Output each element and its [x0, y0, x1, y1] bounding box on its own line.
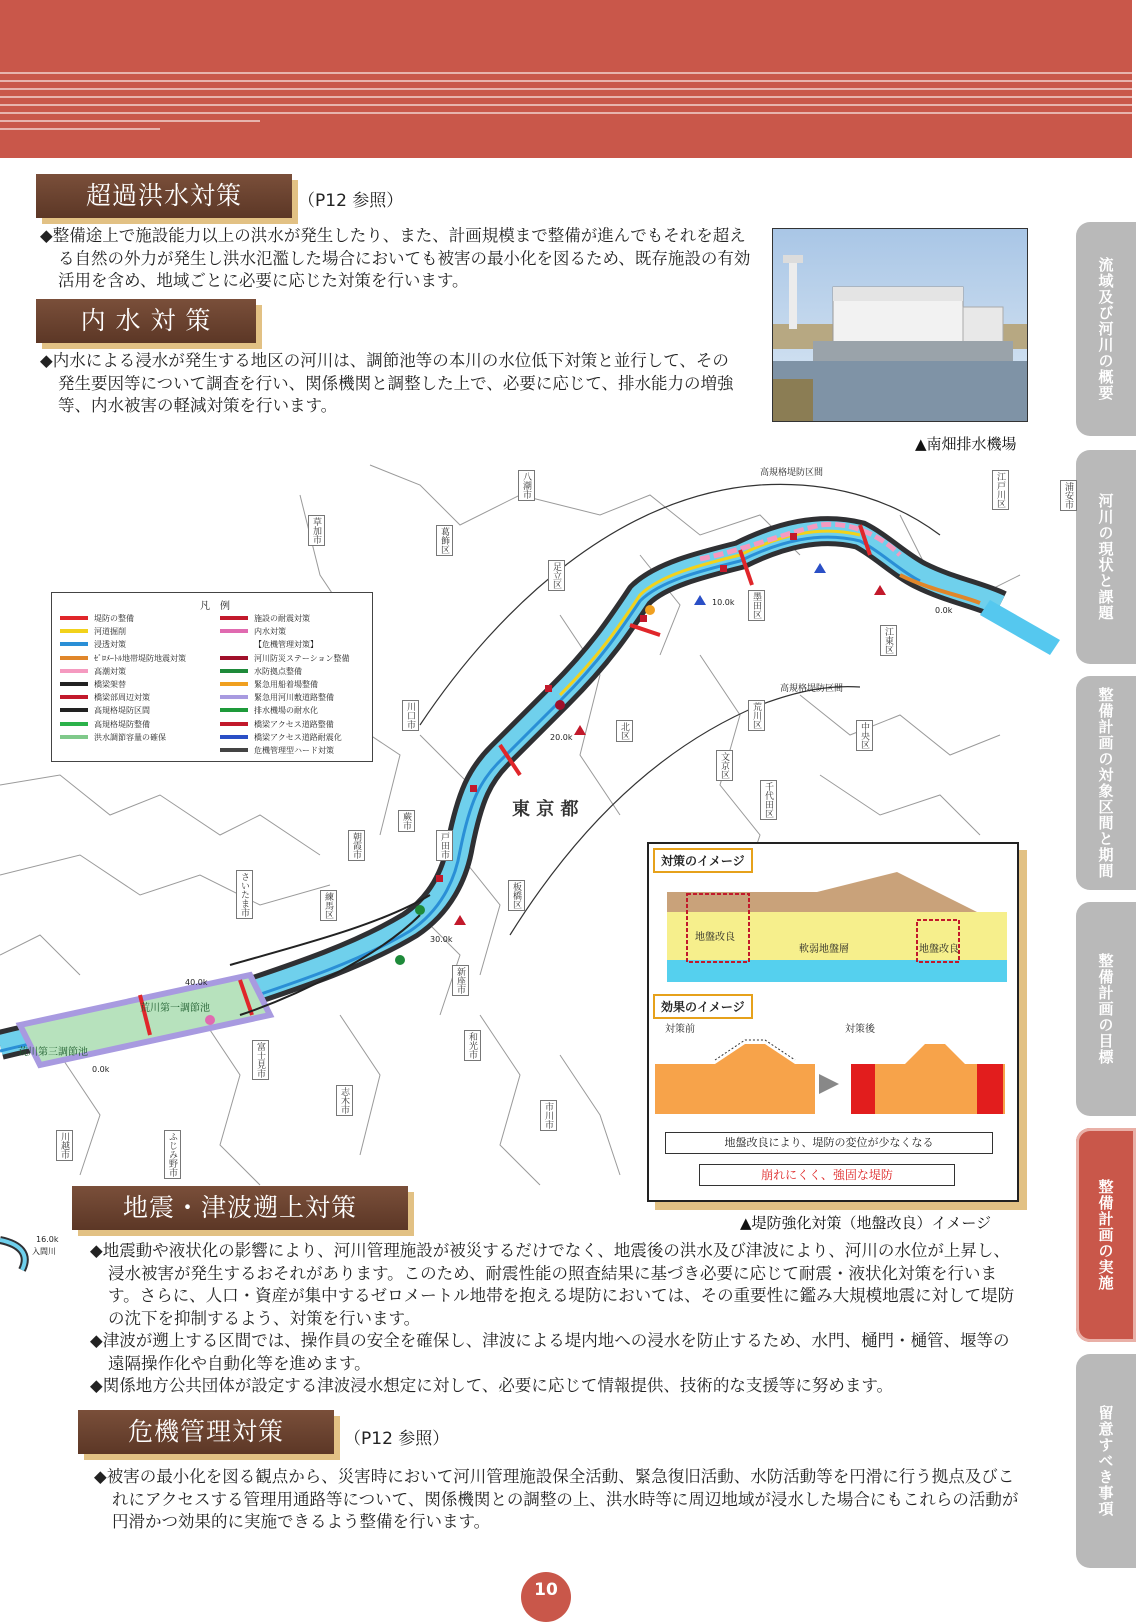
map-ward-label: 市川市 [540, 1100, 557, 1131]
legend-item: 河道掘削 [94, 627, 126, 637]
map-km-0b: 0.0k [92, 1065, 110, 1074]
legend-swatch [60, 629, 88, 633]
legend-item: 排水機場の耐水化 [254, 706, 318, 716]
inset-note2: 崩れにくく、強固な堤防 [699, 1164, 955, 1186]
legend-swatch [220, 682, 248, 686]
map-label-iruma [0, 1230, 70, 1293]
section-title-jishin: 地震・津波遡上対策 [72, 1186, 408, 1230]
section-title-naisui: 内 水 対 策 [36, 299, 256, 343]
inset-after: 対策後 [845, 1024, 875, 1035]
map-km-20: 20.0k [550, 733, 573, 742]
legend-item: 橋梁部周辺対策 [94, 693, 150, 703]
legend-item: 河川防災ステーション整備 [254, 653, 350, 663]
legend-swatch [220, 616, 248, 620]
legend-item: 高規格堤防整備 [94, 719, 150, 729]
map-km-0: 0.0k [935, 606, 953, 615]
legend-swatch [60, 695, 88, 699]
map-label-tokyo: 東 京 都 [512, 799, 579, 820]
legend-swatch [60, 616, 88, 620]
map-ward-label: 富士見市 [252, 1040, 269, 1080]
map-ward-label: 蕨市 [398, 810, 415, 832]
legend-swatch [60, 642, 88, 646]
svg-text:入間川: 入間川 [32, 1247, 56, 1256]
legend-swatch [60, 722, 88, 726]
legend-item: 高潮対策 [94, 666, 126, 676]
legend-item: 堤防の整備 [94, 614, 134, 623]
legend-swatch [220, 735, 248, 739]
map-ward-label: 八潮市 [518, 470, 535, 501]
legend-swatch [60, 669, 88, 673]
legend-swatch [220, 695, 248, 699]
inset-caption: ▲堤防強化対策（地盤改良）イメージ [740, 1214, 992, 1232]
map-km-30: 30.0k [430, 935, 453, 944]
map-ward-label: 新座市 [452, 965, 469, 996]
map-ward-label: 板橋区 [508, 880, 525, 911]
section-ref-choka: （P12 参照） [298, 191, 404, 211]
inset-soft-layer: 軟弱地盤層 [799, 944, 849, 955]
map-label-koukikaku2: 高規格堤防区間 [780, 684, 844, 694]
page-number: 10 [521, 1572, 571, 1622]
inset-label-taisaku: 対策のイメージ [653, 848, 753, 873]
inset-improve-left: 地盤改良 [695, 932, 735, 943]
levee-inset [647, 842, 1019, 1202]
legend-item: 緊急用河川敷道路整備 [254, 693, 334, 703]
legend-swatch [220, 656, 248, 660]
legend-item: ｾﾞﾛﾒｰﾄﾙ地帯堤防地震対策 [94, 653, 186, 663]
map-ward-label: 川越市 [56, 1130, 73, 1161]
map-km-40: 40.0k [185, 978, 208, 987]
side-tab-1[interactable]: 流域及び河川の概要 [1076, 222, 1136, 436]
map-label-chouseichi3: 荒川第三調節池 [18, 1047, 88, 1058]
legend-item: 水防拠点整備 [254, 666, 302, 676]
legend-item: 高規格堤防区間 [94, 706, 150, 716]
legend-swatch [220, 722, 248, 726]
map-label-chouseichi1: 荒川第一調節池 [140, 1003, 210, 1014]
map-ward-label: さいたま市 [236, 870, 253, 919]
section-ref-kiki: （P12 参照） [344, 1429, 450, 1449]
photo-caption: ▲南畑排水機場 [915, 435, 1017, 453]
map-km-10: 10.0k [712, 598, 735, 607]
legend-item: 内水対策 [254, 627, 286, 637]
text-choka: ◆整備途上で施設能力以上の洪水が発生したり、また、計画規模まで整備が進んでもそれを超える自然の外力が発生し洪水氾濫した場合においても被害の最小化を図るため、既存施設の有効活用を含め、地域ごとに必要に応じた対策を行います。 [40, 226, 751, 290]
map-ward-label: 中央区 [856, 720, 873, 751]
map-ward-label: 朝霞市 [348, 830, 365, 861]
legend-swatch [60, 735, 88, 739]
text-naisui: ◆内水による浸水が発生する地区の河川は、調節池等の本川の水位低下対策と並行して、その発生要因等について調査を行い、関係機関と調整した上で、必要に応じて、排水能力の増強等、内水被害の軽減対策を行います。 [40, 351, 734, 415]
inset-note1: 地盤改良により、堤防の変位が少なくなる [665, 1132, 993, 1154]
text-kiki: ◆被害の最小化を図る観点から、災害時において河川管理施設保全活動、緊急復旧活動、水防活動等を円滑に行う拠点及びこれにアクセスする管理用通路等について、関係機関との調整の上、洪水時等に周辺地域が浸水した場合にもこれらの活動が円滑かつ効果的に実施できるよう整備を行います。 [94, 1467, 1019, 1531]
legend-item: 橋梁アクセス道路整備 [254, 719, 334, 729]
legend-item: 浸透対策 [94, 640, 126, 650]
map-label-koukikaku1: 高規格堤防区間 [760, 468, 824, 478]
map-ward-label: 文京区 [716, 750, 733, 781]
map-ward-label: 和光市 [464, 1030, 481, 1061]
map-ward-label: 葛飾区 [436, 525, 453, 556]
legend-title: 凡 例 [200, 601, 230, 612]
map-ward-label: 練馬区 [320, 890, 337, 921]
legend-swatch [60, 656, 88, 660]
legend-item: 危機管理型ハード対策 [254, 746, 334, 755]
map-ward-label: 川口市 [402, 700, 419, 731]
map-ward-label: ふじみ野市 [164, 1130, 181, 1179]
legend-swatch [60, 708, 88, 712]
side-tab-5-active[interactable]: 整備計画の実施 [1076, 1128, 1136, 1342]
legend-swatch [60, 682, 88, 686]
map-ward-label: 北区 [616, 720, 633, 742]
legend-swatch [220, 748, 248, 752]
inset-before: 対策前 [665, 1024, 695, 1035]
map-ward-label: 浦安市 [1060, 480, 1077, 511]
legend-swatch [220, 629, 248, 633]
side-tab-3[interactable]: 整備計画の対象区間と期間 [1076, 676, 1136, 890]
inset-improve-right: 地盤改良 [919, 944, 959, 955]
legend-swatch [220, 669, 248, 673]
section-title-kiki: 危機管理対策 [78, 1410, 334, 1454]
pump-station-photo [772, 228, 1028, 422]
map-ward-label: 江東区 [880, 625, 897, 656]
section-title-choka: 超過洪水対策 [36, 174, 292, 218]
legend-item: 橋梁アクセス道路耐震化 [254, 732, 342, 742]
side-tab-4[interactable]: 整備計画の目標 [1076, 902, 1136, 1116]
header-band [0, 0, 1132, 158]
map-ward-label: 墨田区 [748, 590, 765, 621]
inset-label-kouka: 効果のイメージ [653, 994, 753, 1019]
map-ward-label: 志木市 [336, 1085, 353, 1116]
map-legend [51, 592, 373, 762]
legend-swatch [220, 708, 248, 712]
side-tab-2[interactable]: 河川の現状と課題 [1076, 450, 1136, 664]
map-ward-label: 千代田区 [760, 780, 777, 820]
text-jishin: ◆地震動や液状化の影響により、河川管理施設が被災するだけでなく、地震後の洪水及び津波により、河川の水位が上昇し、浸水被害が発生するおそれがあります。このため、耐震性能の照査結果に基づき必要に応じて耐震・液状化対策を行います。さらに、人口・資産が集中するゼロメートル地帯を抱える堤防においては、その重要性に鑑み大規模地震に対して堤防の沈下を抑制するよう、対策を行います。 ◆津波が遡上する区間では、操作員の安全を確保し、津波による堤内地への浸水を防止するため、水門、樋門・樋管、堰等の遠隔操作化や自動化等を進めます。 ◆関係地方公共団体が設定する津波浸水想定に対して、必要に応じて情報提供、技術的な支援等に努めます。 [90, 1241, 1015, 1395]
map-ward-label: 戸田市 [436, 830, 453, 861]
legend-item: 緊急用船着場整備 [254, 680, 318, 689]
map-km-16: 16.0k [36, 1235, 59, 1244]
side-tab-6[interactable]: 留意すべき事項 [1076, 1354, 1136, 1568]
legend-item: 洪水調節容量の確保 [94, 732, 166, 742]
legend-item: 橋梁架替 [94, 680, 126, 689]
map-ward-label: 荒川区 [748, 700, 765, 731]
map-ward-label: 江戸川区 [992, 470, 1009, 510]
map-ward-label: 足立区 [548, 560, 565, 591]
map-ward-label: 草加市 [308, 515, 325, 546]
legend-item: 【危機管理対策】 [254, 640, 318, 650]
legend-item: 施設の耐震対策 [254, 614, 310, 623]
